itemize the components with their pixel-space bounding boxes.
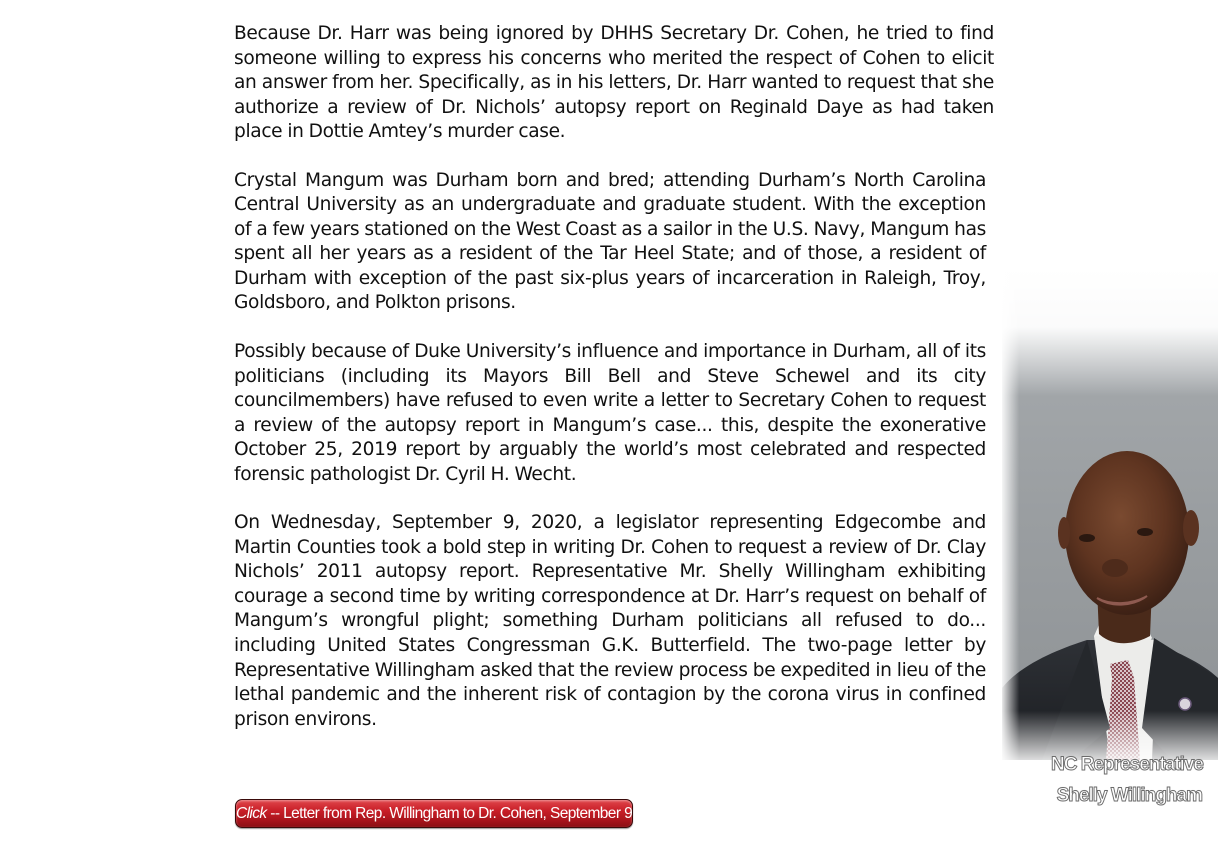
- paragraph-dr-harr-ignored: Because Dr. Harr was being ignored by DHHS Secretary Dr. Cohen, he tried to find someone willing to express his concerns who merited the respect of Cohen to elicit an answer from her. Specifically, as in his letters, Dr. Harr wanted to request that she authorize a review of Dr. Nichols’ autopsy report on Reginald Daye as had taken place in Dottie Amtey’s murder case.: [234, 23, 994, 143]
- portrait-caption-title: NC Representative: [1051, 754, 1203, 775]
- letter-link-button[interactable]: [235, 799, 672, 828]
- portrait-image: [1002, 268, 1218, 760]
- paragraph-durham-politicians: Possibly because of Duke University’s influence and importance in Durham, all of its politicians (including its Mayors Bill Bell and Steve Schewel and its city councilmembers) have refused to even write a letter to Secretary Cohen to request a review of the autopsy report in Mangum’s case... this, despite the exonerative October 25, 2019 report by arguably the world’s most celebrated and respected forensic pathologist Dr. Cyril H. Wecht.: [234, 341, 986, 485]
- letter-link-label: -- Letter from Rep. Willingham to Dr. Cohen, September 9, 2020: [266, 805, 672, 822]
- representative-portrait: [1002, 268, 1218, 760]
- click-word: Click: [236, 805, 267, 822]
- paragraph-willingham-letter: On Wednesday, September 9, 2020, a legislator representing Edgecombe and Martin Counties took a bold step in writing Dr. Cohen to request a review of Dr. Clay Nichols’ 2011 autopsy report. Representative Mr. Shelly Willingham exhibiting courage a second time by writing correspondence at Dr. Harr’s request on behalf of Mangum’s wrongful plight; something Durham politicians all refused to do... including United States Congressman G.K. Butterfield. The two-page letter by Representative Willingham asked that the review process be expedited in lieu of the lethal pandemic and the inherent risk of contagion by the corona virus in confined prison environs.: [234, 512, 986, 730]
- article-body: [234, 22, 994, 756]
- portrait-caption-name: Shelly Willingham: [1056, 785, 1202, 806]
- paragraph-crystal-mangum-background: Crystal Mangum was Durham born and bred; attending Durham’s North Carolina Central University as an undergraduate and graduate student. With the exception of a few years stationed on the West Coast as a sailor in the U.S. Navy, Mangum has spent all her years as a resident of the Tar Heel State; and of those, a resident of Durham with exception of the past six-plus years of incarceration in Raleigh, Troy, Goldsboro, and Polkton prisons.: [234, 169, 986, 314]
